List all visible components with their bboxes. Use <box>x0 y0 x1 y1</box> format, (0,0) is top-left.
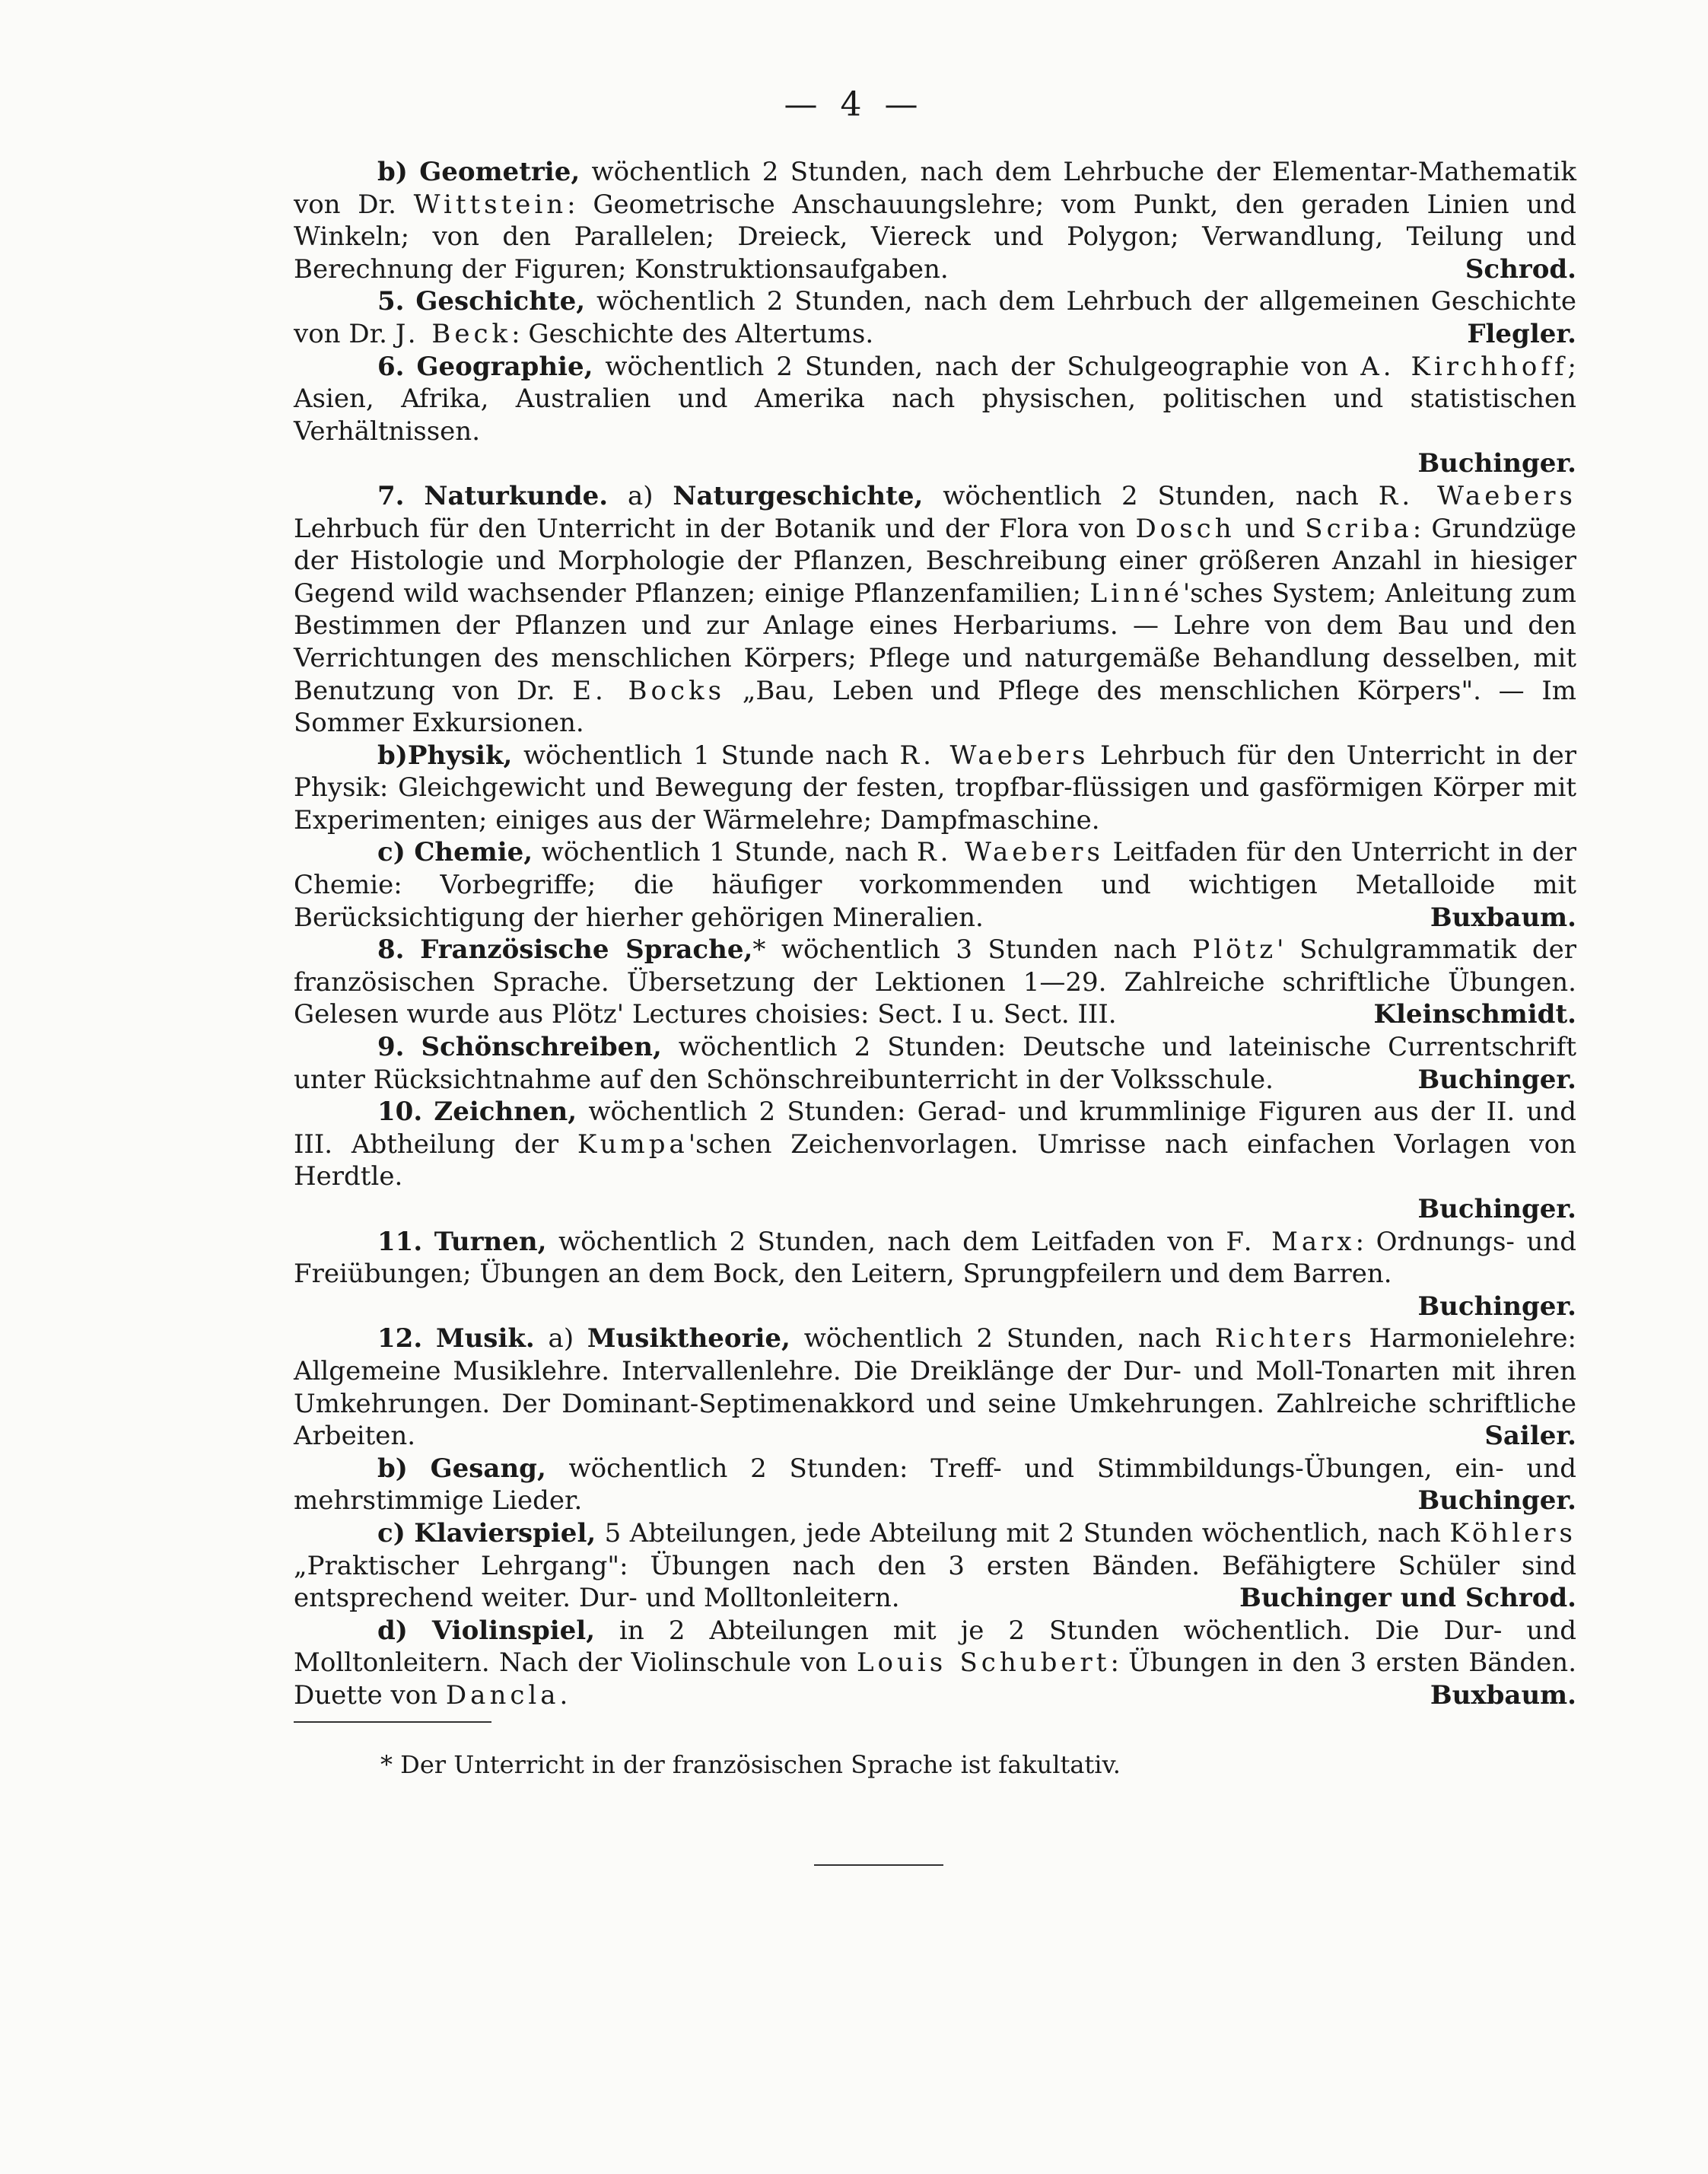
teacher-name: Sailer. <box>1484 1421 1576 1452</box>
section-musik: 12. Musik. a) Musiktheorie, wöchentlich 2 Stunden, nach Richters Harmonielehre: Allgemeine Musiklehre. Intervallenlehre. Die Dreiklänge der Dur- und Moll-Tonarten mit ihren Umkehrungen. Der Dominant-Septimenakkord und seine Umkehrungen. Zahlreiche schriftliche Arbeiten. Sailer. <box>294 1323 1577 1452</box>
section-klavierspiel: c) Klavierspiel, 5 Abteilungen, jede Abteilung mit 2 Stunden wöchentlich, nach Köhlers „Praktischer Lehrgang": Übungen nach den 3 ersten Bänden. Befähigtere Schüler sind entsprechend weiter. Dur- und Molltonleitern. Buchinger und Schrod. <box>294 1517 1576 1614</box>
section-title: Physik, <box>407 740 513 771</box>
subsection-title: Musiktheorie, <box>587 1323 790 1354</box>
section-title: Französische Sprache, <box>420 934 753 966</box>
section-title: Gesang, <box>430 1453 546 1484</box>
section-geometrie: b) Geometrie, wöchentlich 2 Stunden, nach dem Lehrbuche der Elementar-Mathematik von Dr. Wittstein: Geometrische Anschauungslehre; vom Punkt, den geraden Linien und Winkeln; von den Parallelen; Dreieck, Viereck und Polygon; Verwandlung, Teilung und Berechnung der Figuren; Konstruktionsaufgaben. Schrod. <box>294 157 1576 285</box>
teacher-name: Flegler. <box>1467 318 1576 349</box>
teacher-name: Buchinger. <box>1417 448 1576 479</box>
section-gesang: b) Gesang, wöchentlich 2 Stunden: Treff- und Stimmbildungs-Übungen, ein- und mehrstimmige Lieder. Buchinger. <box>294 1453 1576 1517</box>
section-title: Zeichnen, <box>434 1097 577 1128</box>
section-schoenschreiben: 9. Schönschreiben, wöchentlich 2 Stunden: Deutsche und lateinische Currentschrift unter Rücksichtnahme auf den Schönschreibunterricht in der Volksschule. Buchinger. <box>294 1032 1577 1095</box>
footnote: * Der Unterricht in der französischen Sprache ist fakultativ. <box>380 1750 1121 1779</box>
footnote-divider <box>294 1721 491 1723</box>
section-physik: b)Physik, wöchentlich 1 Stunde nach R. Waebers Lehrbuch für den Unterricht in der Physik: Gleichgewicht und Bewegung der festen, tropfbar-flüssigen und gasförmigen Körper mit Experimenten; einiges aus der Wärmelehre; Dampfmaschine. <box>294 740 1577 836</box>
teacher-name: Buchinger. <box>1417 1194 1576 1224</box>
section-title: Turnen, <box>434 1226 547 1257</box>
teacher-name: Buchinger. <box>1417 1485 1576 1517</box>
section-title: Schönschreiben, <box>421 1032 662 1063</box>
section-title: Musik. <box>435 1323 535 1354</box>
section-naturkunde: 7. Naturkunde. a) Naturgeschichte, wöchentlich 2 Stunden, nach R. Waebers Lehrbuch für den Unterricht in der Botanik und der Flora von Dosch und Scriba: Grundzüge der Histologie und Morphologie der Pflanzen, Beschreibung einer größeren Anzahl in hiesiger Gegend wild wachsender Pflanzen; einige Pflanzenfamilien; Linné'sches System; Anleitung zum Bestimmen der Pflanzen und zur Anlage eines Herbariums. — Lehre von dem Bau und den Verrichtungen des menschlichen Körpers; Pflege und naturgemäße Behandlung desselben, mit Benutzung von Dr. E. Bocks „Bau, Leben und Pflege des menschlichen Körpers". — Im Sommer Exkursionen. <box>294 480 1576 739</box>
end-divider <box>814 1864 943 1866</box>
section-violinspiel: d) Violinspiel, in 2 Abteilungen mit je 2 Stunden wöchentlich. Die Dur- und Molltonleitern. Nach der Violinschule von Louis Schubert: Übungen in den 3 ersten Bänden. Duette von Dancla. Buxbaum. <box>294 1615 1576 1711</box>
teacher-name: Buchinger. <box>1417 1064 1576 1095</box>
section-title: Geschichte, <box>415 286 586 317</box>
section-title: Chemie, <box>414 837 533 868</box>
section-turnen: 11. Turnen, wöchentlich 2 Stunden, nach dem Leitfaden von F. Marx: Ordnungs- und Freiübungen; Übungen an dem Bock, den Leitern, Sprungpfeilern und dem Barren. Buchinger. <box>294 1226 1577 1322</box>
teacher-name: Buchinger. <box>1417 1291 1576 1322</box>
section-chemie: c) Chemie, wöchentlich 1 Stunde, nach R. Waebers Leitfaden für den Unterricht in der Chemie: Vorbegriffe; die häufiger vorkommenden und wichtigen Metalloide mit Berücksichtigung der hierher gehörigen Mineralien. Buxbaum. <box>294 837 1577 933</box>
subsection-title: Naturgeschichte, <box>673 480 924 511</box>
section-franzoesisch: 8. Französische Sprache,* wöchentlich 3 Stunden nach Plötz' Schulgrammatik der französischen Sprache. Übersetzung der Lektionen 1—29. Zahlreiche schriftliche Übungen. Gelesen wurde aus Plötz' Lectures choisies: Sect. I u. Sect. III. Kleinschmidt. <box>294 934 1576 1030</box>
document-body <box>294 156 1576 1712</box>
section-title: Violinspiel, <box>431 1615 596 1646</box>
section-zeichnen: 10. Zeichnen, wöchentlich 2 Stunden: Gerad- und krummlinige Figuren aus der II. und III. Abtheilung der Kumpa'schen Zeichenvorlagen. Umrisse nach einfachen Vorlagen von Herdtle. Buchinger. <box>294 1097 1576 1224</box>
teacher-name: Buchinger und Schrod. <box>1239 1583 1576 1614</box>
teacher-name: Buxbaum. <box>1430 902 1576 933</box>
page-number: — 4 — <box>784 85 924 124</box>
teacher-name: Schrod. <box>1465 253 1576 285</box>
section-title: Naturkunde. <box>424 480 609 511</box>
section-title: Geographie, <box>416 351 593 382</box>
section-geschichte: 5. Geschichte, wöchentlich 2 Stunden, nach dem Lehrbuch der allgemeinen Geschichte von Dr. J. Beck: Geschichte des Altertums. Flegler. <box>294 286 1576 349</box>
section-title: Klavierspiel, <box>414 1517 596 1549</box>
section-title: Geometrie, <box>419 157 580 187</box>
teacher-name: Buxbaum. <box>1430 1679 1576 1711</box>
teacher-name: Kleinschmidt. <box>1373 999 1576 1030</box>
section-geographie: 6. Geographie, wöchentlich 2 Stunden, nach der Schulgeographie von A. Kirchhoff; Asien, Afrika, Australien und Amerika nach physischen, politischen und statistischen Verhältnissen. Buchinger. <box>294 351 1577 479</box>
